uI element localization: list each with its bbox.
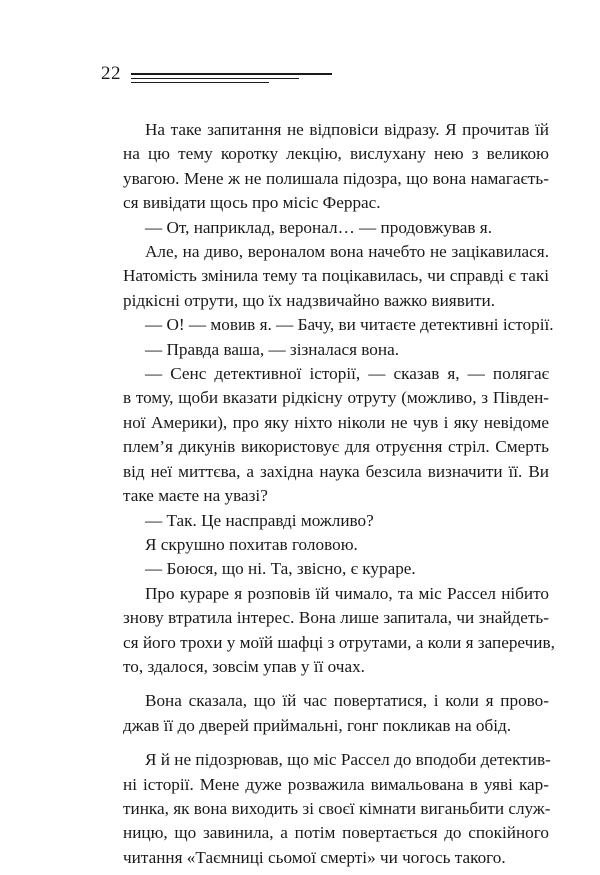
text-line: ні історії. Мене дуже розважила вимальована в уяві кар-: [123, 774, 549, 794]
text-line: Про кураре я розповів їй чимало, та міс Рассел нібито: [145, 583, 549, 603]
paragraph: [101, 557, 549, 581]
text-line: Але, на диво, вероналом вона начебто не зацікавилася.: [145, 242, 549, 262]
text-line: ся його трохи у моїй шафці з отрутами, а коли я заперечив,: [123, 632, 555, 652]
text-line: знову втратила інтерес. Вона лише запитала, чи знайдеть-: [123, 608, 549, 628]
paragraph: [101, 313, 554, 337]
paragraph: [101, 240, 549, 313]
text-line: ницю, що завинила, а потім повертається до спокійного: [123, 823, 549, 843]
page-number: 22: [101, 63, 121, 84]
text-line: — Сенс детективної історії, — сказав я, — полягає: [145, 364, 549, 384]
text-line: — Так. Це насправді можливо?: [145, 510, 374, 530]
text-line: рідкісні отрути, що їх надзвичайно важко виявити.: [123, 290, 496, 310]
text-line: на цю тему коротку лекцію, вислухану нею з великою: [123, 144, 549, 164]
paragraph: [101, 509, 549, 533]
paragraph: [101, 216, 549, 240]
text-line: Я скрушно похитав головою.: [145, 534, 358, 554]
text-line: увагою. Мене ж не полишала підозра, що вона намагаєть-: [123, 168, 549, 188]
header-rule: [131, 82, 269, 83]
text-line: тинка, як вона виходить зі своєї кімнати виганьбити служ-: [123, 798, 551, 818]
text-line: читання «Таємниці сьомої смерті» чи чогось такого.: [123, 847, 506, 867]
text-line: таке маєте на увазі?: [123, 486, 268, 506]
paragraph: [101, 533, 549, 557]
text-line: Вона сказала, що їй час повертатися, і коли я прово-: [145, 691, 549, 711]
text-line: плем’я дикунів використовує для отруєння стріл. Смерть: [123, 437, 549, 457]
text-line: — От, наприклад, веронал… — продовжував я.: [145, 217, 492, 237]
header-rule: [131, 73, 332, 75]
text-line: Натомість змінила тему та поцікавилась, чи справді є такі: [123, 266, 549, 286]
text-line: ної Америки), про яку ніхто ніколи не чув і яку невідоме: [123, 412, 549, 432]
text-line: Я й не підозрював, що міс Рассел до вподоби детектив-: [145, 750, 551, 770]
paragraph: [101, 118, 549, 216]
paragraph: [101, 582, 555, 680]
body-text: [101, 118, 555, 870]
text-line: то, здалося, зовсім упав у її очах.: [123, 656, 365, 676]
text-line: — Правда ваша, — зізналася вона.: [145, 339, 400, 359]
text-line: в тому, щоби вказати рідкісну отруту (можливо, з Півден-: [123, 388, 549, 408]
text-line: — О! — мовив я. — Бачу, ви читаєте детективні історії.: [145, 315, 554, 335]
running-header: [101, 62, 341, 92]
paragraph: [101, 362, 549, 508]
text-line: На таке запитання не відповіси відразу. Я прочитав їй: [145, 120, 549, 139]
paragraph: [101, 338, 549, 362]
text-line: від неї миттєва, а західна наука безсила визначити її. Ви: [123, 461, 549, 481]
text-line: ся вивідати щось про місіс Феррас.: [123, 193, 381, 213]
paragraph: [101, 689, 549, 738]
header-rule: [131, 78, 299, 79]
paragraph: [101, 748, 549, 870]
text-line: — Боюся, що ні. Та, звісно, є кураре.: [145, 559, 416, 579]
text-line: джав її до дверей приймальні, гонг покликав на обід.: [123, 715, 512, 735]
